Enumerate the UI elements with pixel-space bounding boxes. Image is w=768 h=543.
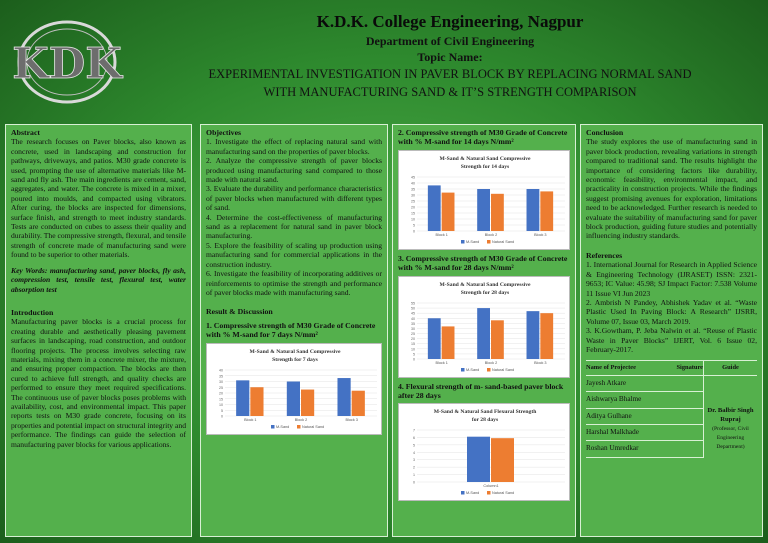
result-3-heading: 3. Compressive strength of M30 Grade of Concrete with % M-sand for 28 days N/mm² [398,253,568,273]
y-tick-label: 50 [411,306,415,311]
legend-label: M-Sand [466,367,480,372]
bar [301,389,314,415]
legend-swatch [487,368,491,372]
legend-label: Natural Sand [302,424,325,429]
title-line-2: WITH MANUFACTURING SAND & IT’S STRENGTH COMPARISON [263,85,637,99]
y-tick-label: 35 [219,373,223,378]
x-tick-label: Block 1 [435,232,448,237]
member-name: Harshal Malkhade [586,425,703,441]
chart-14-days [398,150,570,250]
bar [491,439,514,483]
y-tick-label: 15 [411,341,415,346]
member-name: Aishwarya Bhalme [586,392,703,408]
y-tick-label: 45 [411,175,415,180]
guide-panel [704,361,757,457]
reference-1: 1. International Journal for Research in Applied Science & Engineering Technology (IJRASET) ISSN: 2321-9653; IC Value: 45.98; SJ Impact Factor: 7.538 Volume 11 Issue VI Jun 2023 [586,260,757,298]
introduction-body: Manufacturing paver blocks is a crucial process for creating durable and aesthetically pleasing pavement surfaces in landscaping, road construction, and outdoor flooring projects. The process involves selecting raw materials, mixing them in a concrete mixer, the mixture, and ensuring proper compaction. The blocks are then cured to achieve full strength, and quality checks are performed to ensure they meet required specifications. The continuous use of paver blocks poses problems with availability, cost, and environmental impact. This paper reports tests on M30 grade concrete, focusing on its properties and potential impact on structural integrity and performance. The findings can guide the selection of manufacturing paver blocks for various applications. [11,317,186,449]
legend-swatch [487,240,491,244]
y-tick-label: 0 [413,357,415,362]
x-tick-label: Block 1 [435,360,448,365]
guide-name: Dr. Balbir Singh Rupraj [707,406,754,424]
poster-header [140,12,760,101]
x-tick-label: Column1 [483,484,499,489]
bar [352,390,365,415]
legend-swatch [271,425,275,429]
y-tick-label: 10 [219,402,223,407]
conclusion-body: The study explores the use of manufacturing sand in paver block production, revealing variations in strength compared to traditional sand. The results highlight the importance of considering factors like durability, economic feasibility, environmental impact, and practicality in construction projects. While the findings suggest promising avenues for exploration, limitations need to be acknowledged. Further research is needed to evaluate the suitability of manufacturing sand for paver block production, guiding future studies and potentially influencing industry standards. [586,137,757,241]
y-tick-label: 55 [411,301,415,306]
bar [477,308,490,359]
y-tick-label: 40 [411,316,415,321]
introduction-heading: Introduction [11,307,54,317]
bar [540,313,553,359]
objective-4: 4. Determine the cost-effectiveness of manufacturing sand as a replacement for natural sand in paver block manufacturing. [206,212,382,241]
references-heading: References [586,250,623,260]
objective-5: 5. Explore the feasibility of scaling up production using manufacturing sand for commercial applications in the construction industry. [206,240,382,269]
results-column [392,124,576,537]
bar [477,189,490,231]
bar [236,380,249,416]
chart-title: Strength for 7 days [272,356,318,363]
legend-swatch [461,491,465,495]
topic-label: Topic Name: [417,50,483,64]
reference-3: 3. K.Gowtham, P. Jeba Nalwin et al. “Reuse of Plastic Waste in Paver Blocks” IJERT, Vol. 6 Issue 02, February-2017. [586,326,757,354]
y-tick-label: 35 [411,187,415,192]
abstract-body: The research focuses on Paver blocks, also known as concrete, used in landscaping and construction for pathways, driveways, and patios. M30 grade concrete is used, prompting the use of alternative materials like M-sand and fly ash. The main ingredients are cement, sand, aggregates, and water. The concrete is mixed in a mixer, poured into moulds, and compacted using vibrators. After curing, the blocks are inspected for dimensions, surface finish, and strength to meet industry standards. Tests are conducted on cubes to assess their quality and durability. The compressive strength, flexural, and tensile strength of concrete made of manufacturing sand were found to be superior to other materials. [11,137,186,260]
result-2-heading: 2. Compressive strength of M30 Grade of Concrete with % M-sand for 14 days N/mm² [398,128,568,147]
title-line-1: EXPERIMENTAL INVESTIGATION IN PAVER BLOCK BY REPLACING NORMAL SAND [208,67,692,81]
chart-title: M-Sand & Natural Sand Flexural Strength [433,409,537,416]
abstract-heading: Abstract [11,128,41,137]
y-tick-label: 30 [219,379,223,384]
y-tick-label: 2 [413,466,415,471]
signature-header: Signature [676,364,703,372]
chart-title: M-Sand & Natural Sand Compressive [439,155,531,162]
chart-7-days [206,343,382,435]
bar [527,189,540,231]
legend-label: M-Sand [466,239,480,244]
y-tick-label: 40 [411,181,415,186]
member-name: Roshan Umredkar [586,441,703,457]
department-name: Department of Civil Engineering [365,34,535,48]
x-tick-label: Block 2 [294,417,308,422]
college-logo [10,10,125,110]
y-tick-label: 10 [411,346,415,351]
legend-label: Natural Sand [492,367,515,372]
guide-title: (Professor, Civil Engineering Department) [712,425,749,451]
y-tick-label: 0 [413,229,415,234]
y-tick-label: 15 [411,211,415,216]
objective-2: 2. Analyze the compressive strength of paver blocks produced using manufacturing sand compared to those made with natural sand. [206,156,382,185]
chart-title: M-Sand & Natural Sand Compressive [249,348,341,355]
y-tick-label: 3 [413,458,415,463]
y-tick-label: 30 [411,193,415,198]
y-tick-label: 5 [413,223,415,228]
bar [287,381,300,416]
bar [442,192,455,230]
bar [540,191,553,231]
x-tick-label: Block 2 [484,232,498,237]
y-tick-label: 20 [219,391,223,396]
y-tick-label: 40 [219,368,223,373]
y-tick-label: 25 [219,385,223,390]
y-tick-label: 7 [413,428,415,433]
bar [250,387,263,416]
conclusion-heading: Conclusion [586,128,624,137]
y-tick-label: 25 [411,199,415,204]
bar [467,437,490,482]
objectives-column [200,124,388,537]
bar [491,320,504,359]
objective-1: 1. Investigate the effect of replacing natural sand with manufacturing sand on the properties of paver blocks. [206,137,382,156]
chart-title: for 28 days [471,417,499,424]
objective-6: 6. Investigate the feasibility of incorporating additives or reinforcements to optimise the strength and performance of paver blocks made with manufacturing sand. [206,269,382,297]
legend-label: M-Sand [466,491,480,496]
y-tick-label: 1 [413,473,415,478]
projectee-header: Name of Projectee [586,364,636,372]
legend-label: Natural Sand [492,239,515,244]
x-tick-label: Block 1 [244,417,257,422]
objectives-heading: Objectives [206,128,242,137]
college-name: K.D.K. College Engineering, Nagpur [316,12,584,31]
bar [337,378,350,416]
y-tick-label: 45 [411,311,415,316]
keywords: Key Words: manufacturing sand, paver blocks, fly ash, compression test, tensile test, flexural test, water absorption test [11,265,186,294]
bar [442,326,455,359]
result-1-heading: 1. Compressive strength of M30 Grade of Concrete with % M-sand for 7 days N/mm² [206,320,376,340]
bar [527,311,540,359]
y-tick-label: 0 [413,480,415,485]
legend-swatch [487,491,491,495]
chart-title: M-Sand & Natural Sand Compressive [439,281,531,288]
legend-swatch [297,425,301,429]
team-table [586,360,757,457]
y-tick-label: 6 [413,436,415,441]
legend-label: Natural Sand [492,491,515,496]
chart-title: Strength for 28 days [460,289,510,296]
legend-swatch [461,368,465,372]
bar [428,318,441,359]
conclusion-column [580,124,763,537]
projectee-list [586,361,704,457]
y-tick-label: 25 [411,331,415,336]
y-tick-label: 10 [411,217,415,222]
x-tick-label: Block 3 [534,360,547,365]
chart-flexural [398,403,570,501]
bar [428,185,441,231]
bar [491,194,504,231]
y-tick-label: 20 [411,336,415,341]
y-tick-label: 5 [413,443,415,448]
chart-title: Strength for 14 days [460,163,510,170]
y-tick-label: 30 [411,326,415,331]
x-tick-label: Block 3 [345,417,358,422]
results-heading: Result & Discussion [206,307,273,317]
y-tick-label: 5 [413,352,415,357]
y-tick-label: 4 [413,451,415,456]
guide-header: Guide [722,364,739,372]
y-tick-label: 35 [411,321,415,326]
legend-swatch [461,240,465,244]
result-4-heading: 4. Flexural strength of m- sand-based paver block after 28 days [398,381,564,401]
y-tick-label: 20 [411,205,415,210]
legend-label: M-Sand [276,424,290,429]
y-tick-label: 5 [221,408,223,413]
y-tick-label: 0 [221,414,223,419]
member-name: Jayesh Atkare [586,376,703,392]
objective-3: 3. Evaluate the durability and performance characteristics of paver blocks when manufactured with different types of sand. [206,184,382,213]
abstract-column [5,124,192,537]
chart-28-days [398,276,570,378]
x-tick-label: Block 3 [534,232,547,237]
x-tick-label: Block 2 [484,360,498,365]
svg-text:KDK: KDK [12,39,122,88]
y-tick-label: 15 [219,396,223,401]
member-name: Aditya Gulhane [586,409,703,425]
reference-2: 2. Ambrish N Pandey, Abhishek Yadav et al. “Waste Plastic Used In Paving Block: A Research” IJSRR, Volume 07, Issue 03, March 2019. [586,297,757,326]
